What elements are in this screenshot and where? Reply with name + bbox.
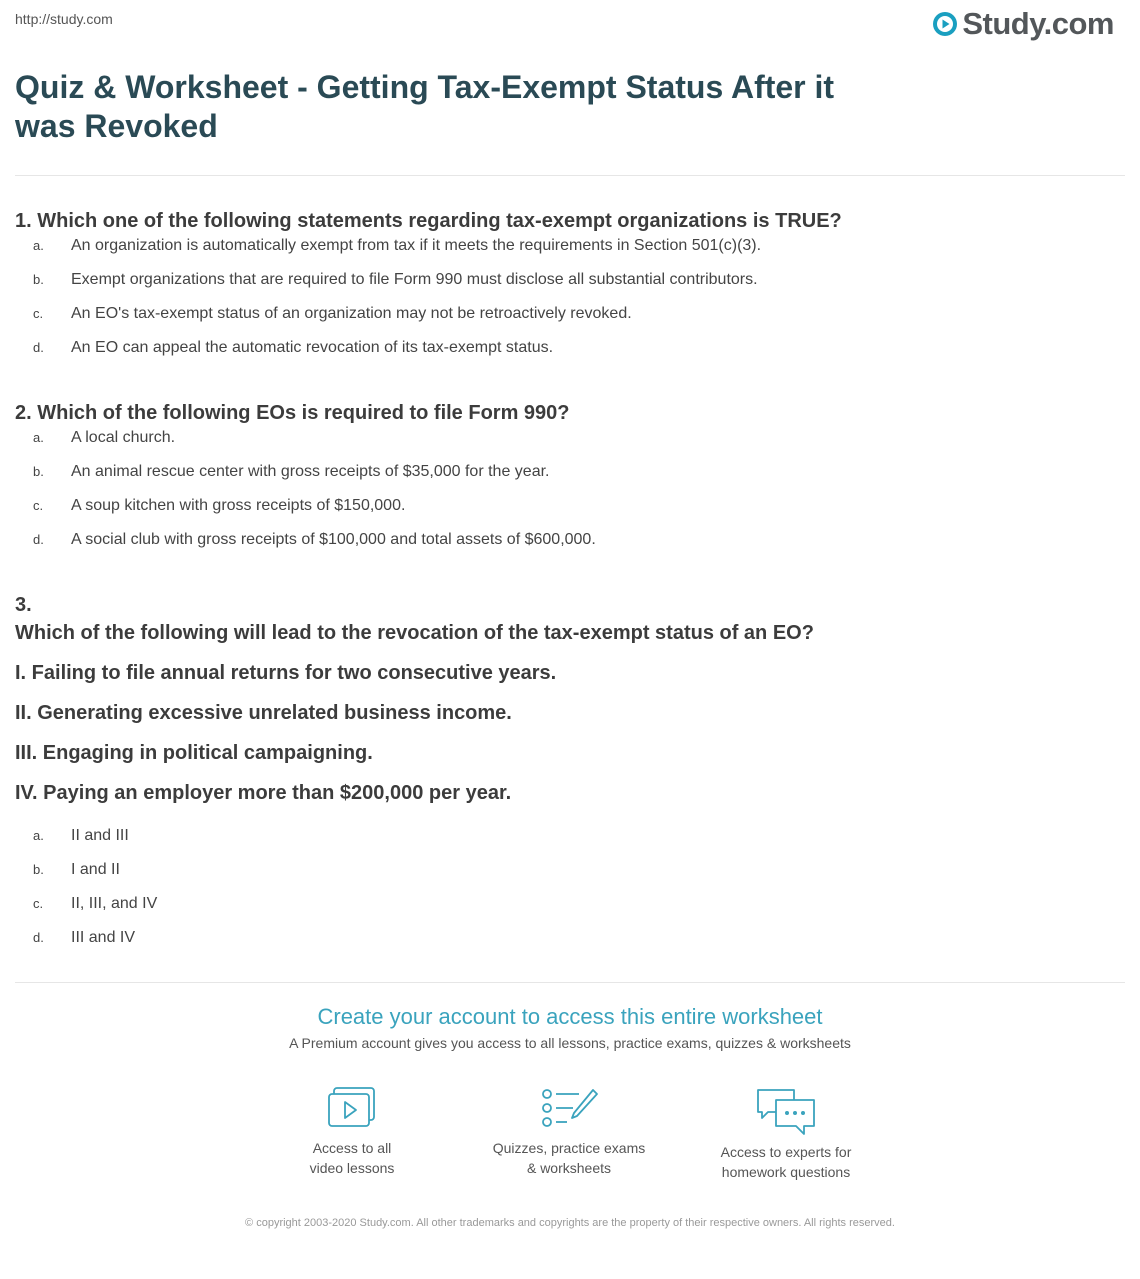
answer-letter: a. [33,238,44,253]
question-number: 3. [15,594,32,616]
answer-letter: c. [33,306,44,321]
answer-text: An animal rescue center with gross receipts of $35,000 for the year. [71,463,550,480]
answer-letter: c. [33,896,44,911]
answer-text: A local church. [71,429,176,446]
answer-option[interactable] [15,429,1125,463]
answer-text: I and II [71,861,120,878]
divider [15,982,1125,983]
feature-text: Access to experts for homework questions [720,1144,852,1180]
question-text: Which of the following will lead to the revocation of the tax-exempt status of an EO? [15,622,814,644]
question-3 [15,592,1125,963]
answer-option[interactable] [15,895,1125,929]
question-statement: II. Generating excessive unrelated business income. [15,702,512,724]
question-statement: IV. Paying an employer more than $200,000 per year. [15,782,512,804]
answer-letter: d. [33,340,44,355]
feature-text: Access to all video lessons [309,1140,395,1176]
answer-option[interactable] [15,497,1125,531]
divider [15,175,1125,176]
answer-letter: b. [33,862,44,877]
answer-letter: d. [33,532,44,547]
answer-text: II, III, and IV [71,895,158,912]
answer-option[interactable] [15,463,1125,497]
expert-chat-icon [754,1086,818,1138]
answer-letter: a. [33,430,44,445]
logo-text: Study.com [962,6,1114,41]
answer-letter: c. [33,498,44,513]
answer-text: A soup kitchen with gross receipts of $150,000. [71,497,406,514]
answer-letter: b. [33,272,44,287]
answer-option[interactable] [15,237,1125,271]
answer-option[interactable] [15,305,1125,339]
answer-option[interactable] [15,339,1125,373]
answer-text: A social club with gross receipts of $100,000 and total assets of $600,000. [71,531,596,548]
question-text: 1. Which one of the following statements regarding tax-exempt organizations is TRUE? [15,210,842,232]
create-account-link[interactable]: Create your account to access this entire worksheet [317,1004,823,1029]
answer-letter: d. [33,930,44,945]
feature-text: Quizzes, practice exams & worksheets [492,1140,646,1176]
answer-option[interactable] [15,929,1125,963]
page-url[interactable]: http://study.com [15,11,113,27]
answer-text: II and III [71,827,129,844]
answer-option[interactable] [15,861,1125,895]
answer-option[interactable] [15,827,1125,861]
answer-text: An organization is automatically exempt from tax if it meets the requirements in Section 501(c)(3). [71,237,762,254]
question-statement: III. Engaging in political campaigning. [15,742,373,764]
question-text: 2. Which of the following EOs is required to file Form 990? [15,402,570,424]
answer-text: Exempt organizations that are required to file Form 990 must disclose all substantial contributors. [71,271,758,288]
question-2 [15,400,1125,565]
copyright-text: © copyright 2003-2020 Study.com. All other trademarks and copyrights are the property of their respective owners. All rights reserved. [245,1217,895,1229]
answer-list [15,237,1125,373]
answer-letter: a. [33,828,44,843]
study-logo[interactable] [932,6,1114,42]
question-1 [15,208,1125,373]
feature-experts [691,1086,881,1182]
promo-subtitle: A Premium account gives you access to all lessons, practice exams, quizzes & worksheets [289,1035,851,1051]
question-statement: I. Failing to file annual returns for two consecutive years. [15,662,557,684]
answer-list [15,827,1125,963]
answer-letter: b. [33,464,44,479]
answer-text: An EO's tax-exempt status of an organization may not be retroactively revoked. [71,305,632,322]
answer-text: III and IV [71,929,136,946]
answer-option[interactable] [15,531,1125,565]
answer-option[interactable] [15,271,1125,305]
quiz-checklist-icon [539,1086,599,1130]
answer-text: An EO can appeal the automatic revocation of its tax-exempt status. [71,339,554,356]
answer-list [15,429,1125,565]
play-circle-logo-icon [932,11,958,37]
video-lessons-icon [326,1086,378,1130]
feature-video-lessons [257,1086,447,1178]
feature-quizzes [474,1086,664,1178]
page-title: Quiz & Worksheet - Getting Tax-Exempt Status After it was Revoked [15,69,835,144]
